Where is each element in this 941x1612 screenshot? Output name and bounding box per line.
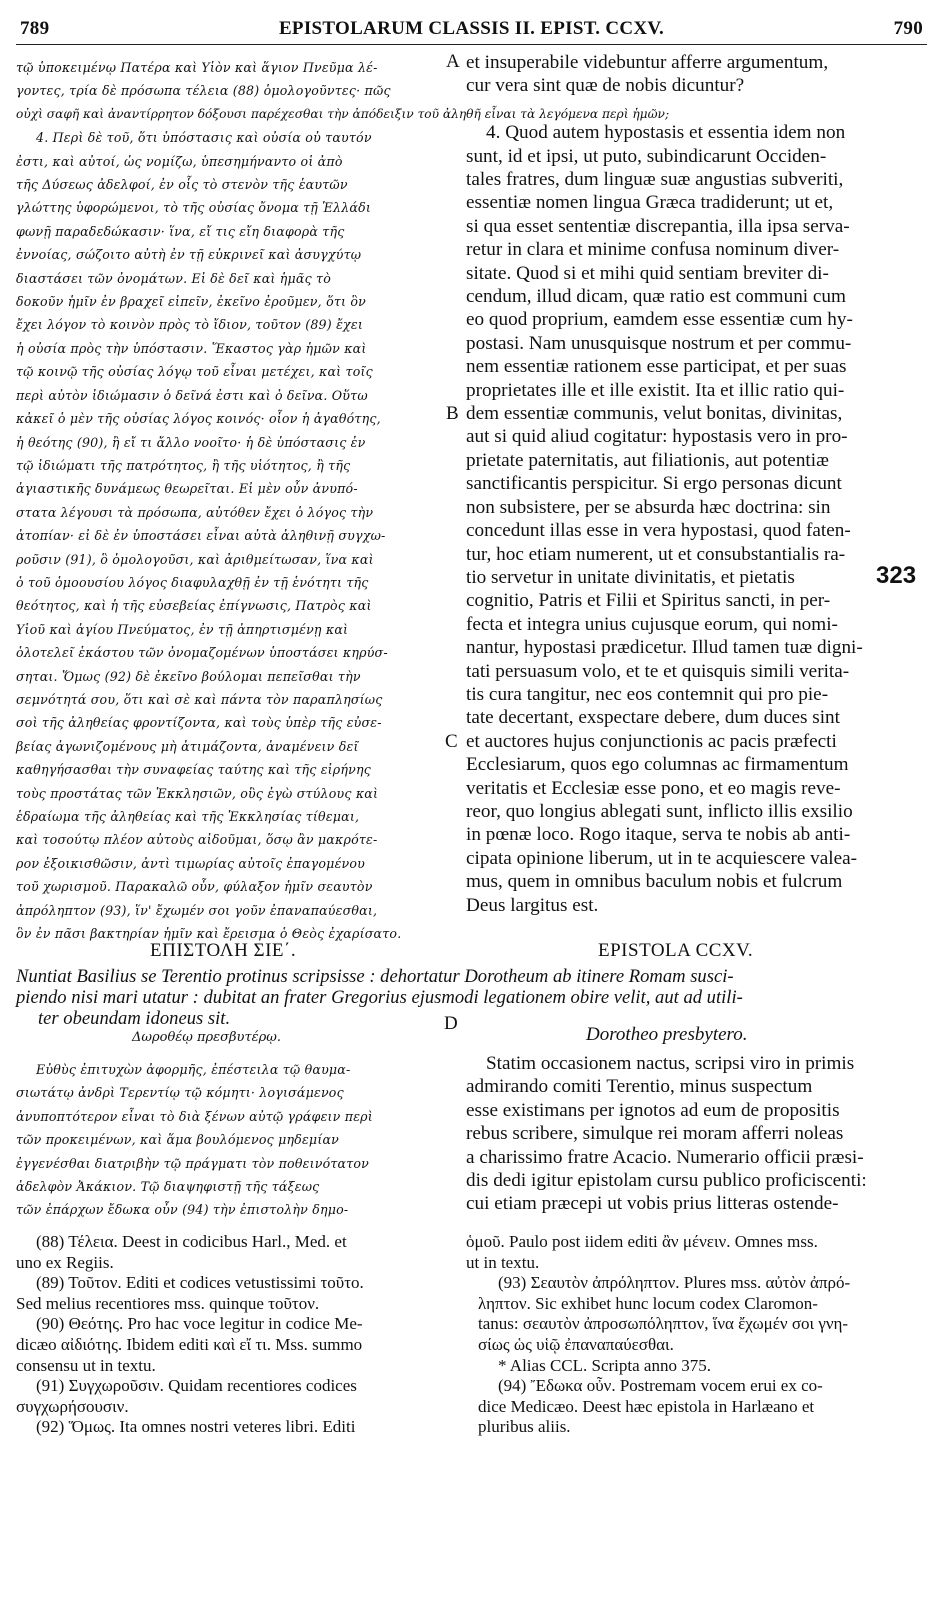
latin-line: sanctificantis perspicitur. Si ergo personas dicunt xyxy=(466,473,842,495)
greek-line: γλώττης ὑφορώμενοι, τὸ τῆς οὐσίας ὄνομα τῇ Ἑλλάδι xyxy=(16,200,372,216)
latin-line: non subsistere, per se absurda hæc doctrina: sin xyxy=(466,496,831,518)
footnote-line: (93) Σεαυτὸν ἀπρόληπτον. Plures mss. αὐτὸν ἀπρό- xyxy=(498,1273,851,1293)
greek-epistle-title: ΕΠΙΣΤΟΛΗ ΣΙΕ΄. xyxy=(150,940,297,961)
greek-line: διαστάσει τῶν ὀνομάτων. Εἰ δὲ δεῖ καὶ ἡμᾶς τὸ xyxy=(16,270,331,286)
summary-line: ter obeundam idoneus sit. xyxy=(38,1008,231,1029)
epistle-summary xyxy=(16,966,925,1029)
greek-line: τῷ κοινῷ τῆς οὐσίας λόγῳ τοῦ εἶναι μετέχει, καὶ τοῖς xyxy=(16,364,373,380)
latin-line: fecta et integra unius cujusque eorum, qui nomi- xyxy=(466,613,838,635)
latin-line: essentiæ nomen lingua Græca tradiderunt; ut et, xyxy=(466,192,834,214)
latin-letter-text xyxy=(466,1052,926,1216)
latin-line: tis cura tangitur, nec eos contemnit qui pro pie- xyxy=(466,683,829,705)
latin-addressee: Dorotheo presbytero. xyxy=(586,1024,748,1045)
latin-line: reor, quo longius ablegati sunt, inflicto illis exsilio xyxy=(466,800,853,822)
greek-line: σεμνότητά σου, ὅτι καὶ σὲ καὶ πάντα τὸν παραπλησίως xyxy=(16,691,383,707)
latin-line: cipata opinione liberum, ut in te acquiescere valea- xyxy=(466,847,858,869)
latin-line: et auctores hujus conjunctionis ac pacis præfecti xyxy=(466,730,837,752)
latin-line: retur in clara et minime confusa nominum diver- xyxy=(466,239,840,261)
greek-line: γοντες, τρία δὲ πρόσωπα τέλεια (88) ὁμολογοῦντες· πῶς xyxy=(16,83,391,99)
greek-line: τοῦ χωρισμοῦ. Παρακαλῶ οὖν, φύλαξον ἡμῖν σεαυτὸν xyxy=(16,879,373,895)
greek-line: ἑδραίωμα τῆς ἀληθείας καὶ τῆς Ἐκκλησίας τίθεμαι, xyxy=(16,809,360,824)
greek-line: ἡ οὐσία πρὸς τὴν ὑπόστασιν. Ἕκαστος γὰρ ἡμῶν καὶ xyxy=(16,340,367,356)
greek-line: ἐγγενέσθαι διατριβὴν τῷ πράγματι τὸν ποθεινότατον xyxy=(16,1155,370,1171)
latin-line: veritatis et Ecclesiæ esse pono, et eo magis reve- xyxy=(466,777,841,799)
latin-line: tati persuasum volo, et te et quisquis simili verita- xyxy=(466,660,850,682)
footnote-line: (91) Συγχωροῦσιν. Quidam recentiores codices xyxy=(36,1376,357,1396)
greek-line: κἀκεῖ ὁ μὲν τῆς οὐσίας λόγος κοινός· οἷον ἡ ἀγαθότης, xyxy=(16,411,381,427)
footnote-line: (89) Τοῦτον. Editi et codices vetustissimi τοῦτο. xyxy=(36,1273,364,1293)
footnote-line: (92) Ὅμως. Ita omnes nostri veteres libri. Editi xyxy=(36,1417,356,1437)
footnote-line: (88) Τέλεια. Deest in codicibus Harl., Med. et xyxy=(36,1232,347,1251)
latin-line: si qua esset sententiæ discrepantia, illa ipsa serva- xyxy=(466,215,850,237)
latin-line: tur, hoc etiam numerent, ut et consubstantialis ra- xyxy=(466,543,846,565)
edition-column-number: 323 xyxy=(876,562,917,589)
greek-line: ἀτοπίαν· εἰ δὲ ἐν ὑποστάσει εἶναι αὐτὰ ἀληθινῇ συγχω- xyxy=(16,528,386,544)
latin-line: mus, quem in omnibus baculum nobis et fulcrum xyxy=(466,871,843,893)
summary-line: Nuntiat Basilius se Terentio protinus scripsisse : dehortatur Dorotheum ab itinere Romam susci- xyxy=(16,966,734,987)
greek-line: ἐννοίας, σώζοιτο αὐτὴ ἐν τῇ εὐκρινεῖ καὶ ἀσυγχύτῳ xyxy=(16,247,362,263)
right-page-number: 790 xyxy=(893,18,923,39)
greek-line: τῶν ἐπάρχων ἔδωκα οὖν (94) τὴν ἐπιστολὴν δημο- xyxy=(16,1202,349,1218)
greek-line: Υἱοῦ καὶ ἁγίου Πνεύματος, ἐν τῇ ἀπηρτισμένῃ καὶ xyxy=(16,621,349,637)
greek-line: ἔχει λόγον τὸ κοινὸν πρὸς τὸ ἴδιον, τοῦτον (89) ἔχει xyxy=(16,317,363,333)
greek-line: στατα λέγουσι τὰ πρόσωπα, αὐτόθεν ἔχει ὁ λόγος τὴν xyxy=(16,504,374,520)
greek-line: καθηγήσασθαι τὴν συναφείας ταύτης καὶ τῆς εἰρήνης xyxy=(16,762,372,778)
latin-line: concedunt illas esse in vera hypostasi, quod faten- xyxy=(466,520,851,542)
latin-line: dem essentiæ communis, velut bonitas, divinitas, xyxy=(466,403,843,425)
latin-text-column xyxy=(466,51,926,917)
latin-line: in pœnæ loco. Rogo itaque, serva te nobis ab anti- xyxy=(466,824,851,846)
greek-line: τῷ ὑποκειμένῳ Πατέρα καὶ Υἱὸν καὶ ἅγιον Πνεῦμα λέ- xyxy=(16,60,378,75)
latin-line: tate decertant, exspectare debere, dum duces sint xyxy=(466,707,840,729)
latin-line: sunt, id et ipsi, ut puto, subindicarunt Occiden- xyxy=(466,145,827,167)
greek-line: Εὐθὺς ἐπιτυχὼν ἀφορμῆς, ἐπέστειλα τῷ θαυμα- xyxy=(36,1062,351,1077)
footnote-line: pluribus aliis. xyxy=(478,1417,571,1437)
latin-line: postasi. Nam unusquisque nostrum et per commu- xyxy=(466,332,852,354)
latin-line: esse existimans per ignotos ad eum de propositis xyxy=(466,1099,840,1121)
greek-line: καὶ τοσούτῳ πλέον αὐτοὺς αἰδοῦμαι, ὅσῳ ἂν μακρότε- xyxy=(16,832,378,848)
latin-line: nem essentiæ rationem esse participat, et per suas xyxy=(466,356,847,378)
margin-marker-d: D xyxy=(444,1013,458,1034)
greek-line: ὁ τοῦ ὁμοουσίου λόγος διαφυλαχθῇ ἐν τῇ ἑνότητι τῆς xyxy=(16,574,369,590)
greek-line: ρον ἐξοικισθῶσιν, ἀντὶ τιμωρίας αὐτοῖς ἐπαγομένου xyxy=(16,855,366,871)
footnote-line: consensu ut in textu. xyxy=(16,1355,156,1375)
latin-line: sitate. Quod si et mihi quid sentiam breviter di- xyxy=(466,262,829,284)
footnote-line: * Alias CCL. Scripta anno 375. xyxy=(498,1355,711,1375)
greek-line: ὁλοτελεῖ ἑκάστου τῶν ὀνομαζομένων ὑποστάσει κηρύσ- xyxy=(16,645,388,661)
latin-line: Ecclesiarum, quos ego columnas ac firmamentum xyxy=(466,754,849,776)
greek-line: τῶν προκειμένων, καὶ ἅμα βουλόμενος μηδεμίαν xyxy=(16,1132,340,1148)
latin-line: cendum, illud dicam, quæ ratio est communi cum xyxy=(466,286,846,308)
latin-line: tales fratres, dum linguæ suæ angustias subveriti, xyxy=(466,169,844,191)
greek-line: ἀπρόληπτον (93), ἵν' ἔχωμέν σοι γοῦν ἐπαναπαύεσθαι, xyxy=(16,902,378,918)
latin-line: et insuperabile videbuntur afferre argumentum, xyxy=(466,52,829,73)
greek-line: 4. Περὶ δὲ τοῦ, ὅτι ὑπόστασις καὶ οὐσία οὐ ταυτόν xyxy=(36,130,372,146)
latin-line: cui etiam præcepi ut vobis prius litteras ostende- xyxy=(466,1193,839,1215)
greek-line: τῆς Δύσεως ἀδελφοί, ἐν οἷς τὸ στενὸν τῆς ἑαυτῶν xyxy=(16,177,348,193)
footnote-line: (94) Ἔδωκα οὖν. Postremam vocem erui ex co- xyxy=(498,1376,823,1396)
greek-line: ἀνυποπτότερον εἶναι τὸ διὰ ξένων αὐτῷ γράφειν περὶ xyxy=(16,1108,373,1124)
greek-line: ὃν ἐν πᾶσι βακτηρίαν ἡμῖν καὶ ἔρεισμα ὁ Θεὸς ἐχαρίσατο. xyxy=(16,926,402,942)
latin-line: a charissimo fratre Acacio. Numerario officii præsi- xyxy=(466,1146,864,1168)
greek-line: τοὺς προστάτας τῶν Ἐκκλησιῶν, οὓς ἐγὼ στύλους καὶ xyxy=(16,785,379,801)
footnote-line: (90) Θεότης. Pro hac voce legitur in codice Me- xyxy=(36,1314,363,1334)
latin-line: admirando comiti Terentio, minus suspectum xyxy=(466,1076,813,1098)
latin-epistle-title: EPISTOLA CCXV. xyxy=(598,940,754,961)
latin-line: nantur, hypostasi prædicetur. Illud tamen tuæ digni- xyxy=(466,637,863,659)
footnote-line: tanus: σεαυτὸν ἀπροσωπόληπτον, ἵνα ἔχωμέν σοι γνη- xyxy=(478,1314,849,1334)
greek-line: δοκοῦν ἡμῖν ἐν βραχεῖ εἰπεῖν, ἐκεῖνο ἐροῦμεν, ὅτι ὃν xyxy=(16,294,367,310)
latin-line: cur vera sint quæ de nobis dicuntur? xyxy=(466,75,745,97)
latin-line: tio servetur in unitate divinitatis, et pietatis xyxy=(466,566,795,588)
footnote-line: dice Medicæo. Deest hæc epistola in Harlæano et xyxy=(478,1396,815,1416)
footnote-line: ληπτον. Sic exhibet hunc locum codex Claromon- xyxy=(478,1293,818,1313)
footnotes-right xyxy=(466,1232,928,1438)
footnote-line: συγχωρήσουσιν. xyxy=(16,1396,129,1416)
latin-line: eo quod proprium, eamdem esse essentiæ cum hy- xyxy=(466,309,853,331)
greek-letter-text xyxy=(16,1058,446,1222)
latin-line: prietate paternitatis, aut filiationis, aut potentiæ xyxy=(466,449,829,471)
latin-line: dis dedi igitur epistolam cursu publico proficiscenti: xyxy=(466,1170,867,1192)
latin-line: cognitio, Patris et Filii et Spiritus sancti, in per- xyxy=(466,590,831,612)
footnote-line: Sed melius recentiores mss. quinque τοῦτον. xyxy=(16,1293,320,1313)
summary-line: piendo nisi mari utatur : dubitat an frater Gregorius ejusmodi legationem obire velit, aut ad utili- xyxy=(16,987,743,1008)
margin-marker-c: C xyxy=(445,731,458,752)
greek-line: σηται. Ὅμως (92) δὲ ἐκεῖνο βούλομαι πεπεῖσθαι τὴν xyxy=(16,668,361,684)
greek-addressee: Δωροθέῳ πρεσβυτέρῳ. xyxy=(132,1030,281,1045)
greek-line: ἐστι, καὶ αὐτοί, ὡς νομίζω, ὑπεσημήναντο οἱ ἀπὸ xyxy=(16,153,343,169)
left-page-number: 789 xyxy=(20,18,50,39)
margin-marker-b: B xyxy=(446,403,459,424)
latin-line: rebus scribere, simulque rei moram afferri noleas xyxy=(466,1123,844,1145)
greek-line: βείας ἀγωνιζομένους μὴ ἀτιμάζοντα, ἀναμένειν δεῖ xyxy=(16,738,359,754)
greek-line: σιωτάτῳ ἀνδρὶ Τερεντίῳ τῷ κόμητι· λογισάμενος xyxy=(16,1085,344,1101)
running-title: EPISTOLARUM CLASSIS II. EPIST. CCXV. xyxy=(278,18,665,39)
greek-line: ἡ θεότης (90), ἢ εἴ τι ἄλλο νοοῖτο· ἡ δὲ ὑπόστασις ἐν xyxy=(16,434,366,450)
latin-line: 4. Quod autem hypostasis et essentia idem non xyxy=(486,122,846,144)
footnote-line: σίως ὡς υἱῷ ἐπαναπαύεσθαι. xyxy=(478,1334,674,1354)
greek-line: ἀδελφὸν Ἀκάκιον. Τῷ διαψηφιστῇ τῆς τάξεως xyxy=(16,1179,320,1195)
greek-line: τῷ ἰδιώματι τῆς πατρότητος, ἢ τῆς υἱότητος, ἢ τῆς xyxy=(16,457,351,473)
footnote-line: ut in textu. xyxy=(466,1252,540,1272)
latin-line: Statim occasionem nactus, scripsi viro in primis xyxy=(486,1053,855,1074)
footnotes-left xyxy=(16,1232,446,1438)
footnote-line: ὁμοῦ. Paulo post iidem editi ἂν μένειν. Omnes mss. xyxy=(466,1232,818,1251)
latin-line: Deus largitus est. xyxy=(466,894,599,916)
margin-marker-a: A xyxy=(446,51,460,72)
latin-line: aut si quid aliud cogitatur: hypostasis vero in pro- xyxy=(466,426,848,448)
greek-line: οὐχὶ σαφῆ καὶ ἀναντίρρητον δόξουσι παρέχεσθαι τὴν ἀπόδειξιν τοῦ ἀληθῆ εἶναι τὰ λεγόμενα περὶ ἡμῶν; xyxy=(16,106,670,121)
running-header xyxy=(16,18,927,45)
greek-line: φωνῇ παραδεδώκασιν· ἵνα, εἴ τις εἴη διαφορὰ τῆς xyxy=(16,223,345,239)
greek-line: θεότητος, καὶ ἡ τῆς εὐσεβείας ἐπίγνωσις, Πατρὸς καὶ xyxy=(16,598,372,614)
greek-line: σοὶ τῆς ἀληθείας φροντίζοντα, καὶ τοὺς ὑπὲρ τῆς εὐσε- xyxy=(16,715,382,731)
greek-line: ροῦσιν (91), ὃ ὁμολογοῦσι, καὶ ἀριθμείτωσαν, ἵνα καὶ xyxy=(16,551,374,567)
latin-line: proprietates ille et ille existit. Ita et illic ratio qui- xyxy=(466,379,845,401)
greek-line: ἁγιαστικῆς δυνάμεως θεωρεῖται. Εἰ μὲν οὖν ἀνυπό- xyxy=(16,481,358,497)
footnote-line: dicæo αἰδιότης. Ibidem editi καὶ εἴ τι. Mss. summo xyxy=(16,1334,363,1354)
greek-line: περὶ αὐτὸν ἰδιώμασιν ὁ δεῖνά ἐστι καὶ ὁ δεῖνα. Οὕτω xyxy=(16,387,368,403)
footnote-line: uno ex Regiis. xyxy=(16,1252,114,1272)
